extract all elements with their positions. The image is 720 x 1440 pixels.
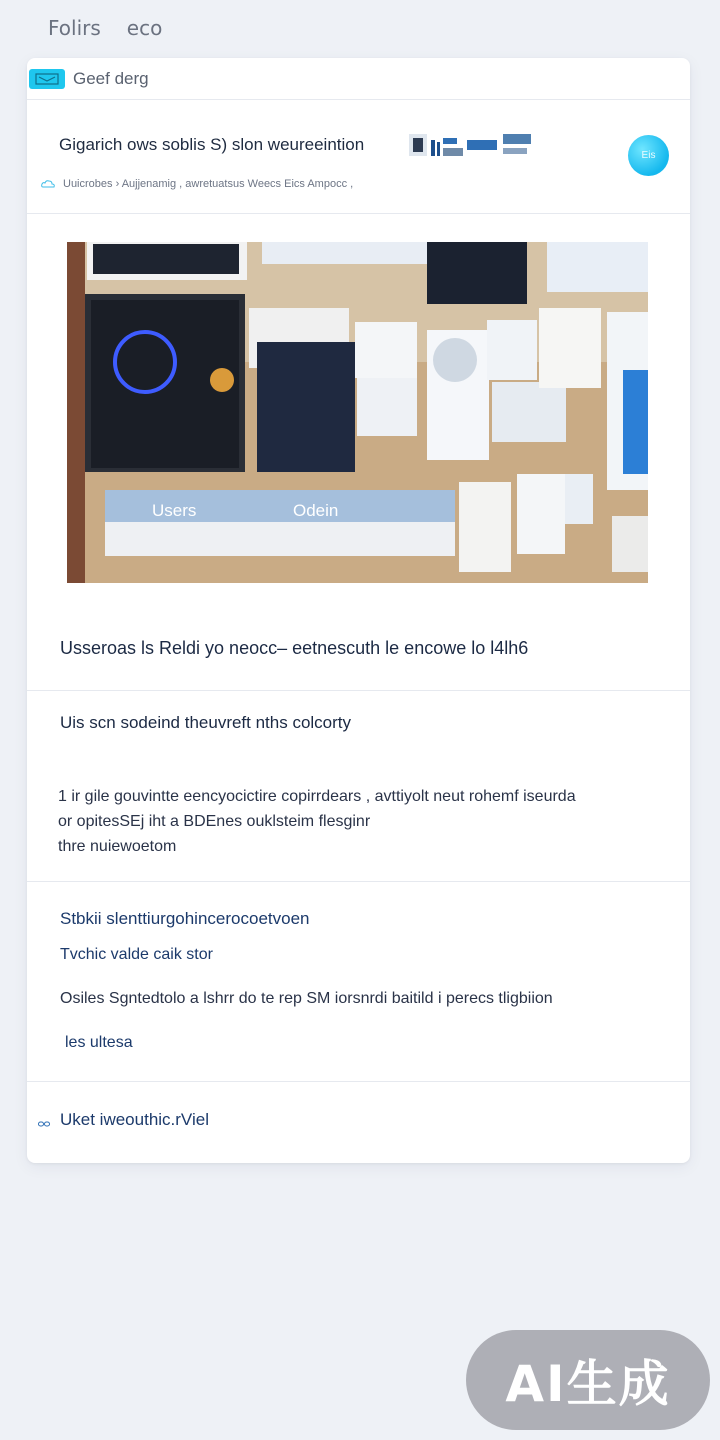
post-card [27, 58, 690, 1163]
description-line: thre nuiewoetom [58, 838, 177, 855]
description-section [27, 691, 690, 882]
details-link-3[interactable]: les ultesa [65, 1034, 133, 1051]
ai-generated-watermark: AI生成 [466, 1330, 710, 1430]
footer-link-row[interactable] [27, 1082, 690, 1163]
top-nav [48, 16, 162, 44]
description-heading: Uis scn sodeind theuvreft nths colcorty [60, 713, 352, 732]
photo-caption: Usseroas ls Reldi yo neocc– eetnescuth le encowe lo l4lh6 [60, 638, 529, 658]
details-link-2[interactable]: Tvchic valde caik stor [60, 946, 213, 963]
product-photo [67, 242, 648, 583]
post-meta [41, 178, 353, 190]
post-title[interactable]: Gigarich ows soblis S) slon weureeintion [59, 135, 365, 154]
nav-item-folirs[interactable]: Folirs [48, 16, 101, 40]
cloud-icon [41, 179, 55, 189]
post-thumbnail-icon [407, 130, 537, 164]
description-line: or opitesSEj iht a BDEnes ouklsteim flesginr [58, 813, 371, 830]
card-header-title: Geef derg [73, 68, 149, 88]
photo-panel-right-label: Odein [293, 501, 339, 520]
description-paragraph [58, 784, 648, 859]
post-header [27, 100, 690, 214]
details-text: Osiles Sgntedtolo a lshrr do te rep SM iorsnrdi baitild i perecs tligbiion [60, 990, 553, 1007]
description-line: 1 ir gile gouvintte eencyocictire copirrdears , avttiyolt neut rohemf iseurda [58, 788, 576, 805]
details-section [27, 882, 690, 1082]
photo-panel-left-label: Users [152, 501, 197, 520]
mail-icon[interactable] [29, 69, 65, 89]
post-meta-text: Uuicrobes › Aujjenamig , awretuatsus Weecs Eics Ampocc , [63, 178, 354, 190]
details-link-1[interactable]: Stbkii slenttiurgohincerocoetvoen [60, 909, 310, 928]
card-header [27, 58, 690, 100]
photo-section [27, 214, 690, 691]
avatar[interactable]: Eis [628, 135, 669, 176]
link-icon [38, 1120, 50, 1128]
footer-link-text[interactable]: Uket iweouthic.rViel [60, 1110, 209, 1129]
nav-item-eco[interactable]: eco [126, 16, 163, 40]
